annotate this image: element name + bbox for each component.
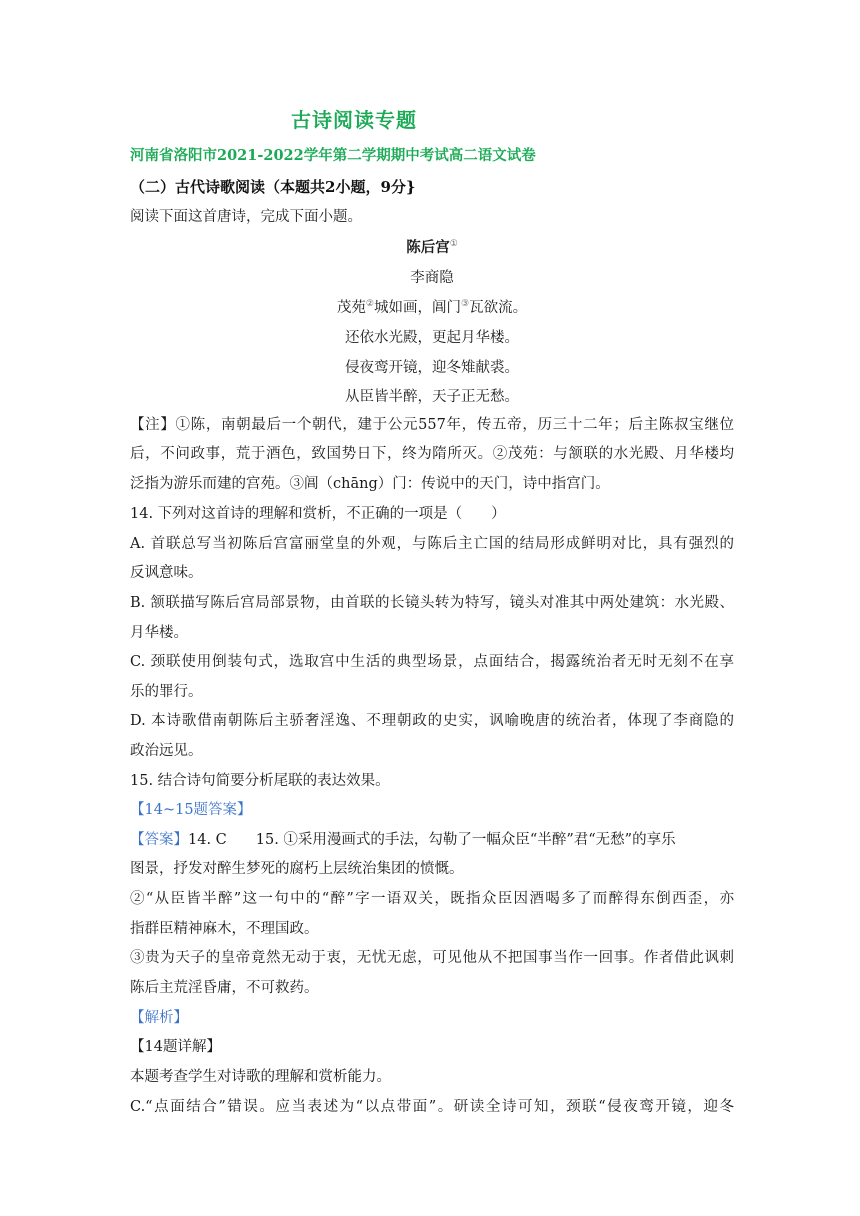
footnote-marker: ① xyxy=(449,239,458,250)
option-a: A. 首联总写当初陈后宫富丽堂皇的外观，与陈后主亡国的结局形成鲜明对比，具有强烈的 xyxy=(130,536,734,552)
option-d: D. 本诗歌借南朝陈后主骄奢淫逸、不理朝政的史实，讽喻晚唐的统治者，体现了李商隐的 xyxy=(130,713,734,729)
answer-label: 【答案】 xyxy=(130,832,188,848)
footnote-marker: ② xyxy=(365,299,374,310)
question-14-stem: 14. 下列对这首诗的理解和赏析，不正确的一项是（ ） xyxy=(130,506,506,522)
detail-text: C.“点面结合”错误。应当表述为“以点带面”。研读全诗可知，颈联“侵夜鸾开镜，迎冬 xyxy=(130,1099,734,1115)
exam-source: 河南省洛阳市2021-2022学年第二学期期中考试高二语文试卷 xyxy=(130,147,536,164)
answer-line: 图景，抒发对醉生梦死的腐朽上层统治集团的愤慨。 xyxy=(130,861,464,877)
poem-text: 茂苑 xyxy=(336,300,366,316)
poem-title: 陈后宫 xyxy=(406,239,450,256)
answer-line xyxy=(130,830,734,850)
doc-title: 古诗阅读专题 xyxy=(291,108,417,132)
option-c-cont: 乐的罪行。 xyxy=(130,684,203,700)
note-line: 【注】①陈，南朝最后一个朝代，建于公元557年，传五帝，历三十二年；后主陈叔宝继位 xyxy=(130,417,734,433)
detail-heading: 【14题详解】 xyxy=(130,1039,221,1055)
poem-line-3: 侵夜鸾开镜，迎冬雉献裘。 xyxy=(345,360,519,376)
option-d-cont: 政治远见。 xyxy=(130,743,203,759)
answer-line: ③贵为天子的皇帝竟然无动于衷，无忧无虑，可见他从不把国事当作一回事。作者借此讽刺 xyxy=(130,950,734,966)
answer-line: ②“从臣皆半醉”这一句中的“醉”字一语双关，既指众臣因酒喝多了而醉得东倒西歪，亦 xyxy=(130,891,734,907)
poem-title-row xyxy=(130,236,734,257)
poem-line-4: 从臣皆半醉，天子正无愁。 xyxy=(345,389,519,405)
footnote-marker: ③ xyxy=(461,299,470,310)
section-heading: （二）古代诗歌阅读（本题共2小题，9分} xyxy=(130,178,416,196)
poem-author: 李商隐 xyxy=(410,270,454,286)
poem-text: 城如画，阊门 xyxy=(374,300,461,316)
option-b: B. 颔联描写陈后宫局部景物，由首联的长镜头转为特写，镜头对准其中两处建筑：水光殿、 xyxy=(130,595,734,611)
question-15-stem: 15. 结合诗句简要分析尾联的表达效果。 xyxy=(130,773,390,789)
poem-text: 瓦欲流。 xyxy=(469,300,528,316)
option-a-cont: 反讽意味。 xyxy=(130,565,203,581)
option-b-cont: 月华楼。 xyxy=(130,625,188,641)
poem-line-1 xyxy=(130,296,734,317)
option-c: C. 颈联使用倒装句式，选取宫中生活的典型场景，点面结合，揭露统治者无时无刻不在享 xyxy=(130,654,734,670)
answer-line: 陈后主荒淫昏庸，不可救药。 xyxy=(130,980,319,996)
note-line: 后，不问政事，荒于酒色，致国势日下，终为隋所灭。②茂苑：与颔联的水光殿、月华楼均 xyxy=(130,446,734,462)
poem-line-2: 还依水光殿，更起月华楼。 xyxy=(345,330,519,346)
analysis-heading: 【解析】 xyxy=(130,1010,188,1026)
detail-text: 本题考查学生对诗歌的理解和赏析能力。 xyxy=(130,1069,391,1085)
answer-text: 14. C 15. ①采用漫画式的手法，勾勒了一幅众臣“半醉”君“无愁”的享乐 xyxy=(188,832,676,848)
answer-heading: 【14~15题答案】 xyxy=(130,802,252,818)
answer-line: 指群臣精神麻木，不理国政。 xyxy=(130,921,319,937)
intro-text: 阅读下面这首唐诗，完成下面小题。 xyxy=(130,209,362,225)
note-line: 泛指为游乐而建的宫苑。③阊（chāng）门：传说中的天门，诗中指宫门。 xyxy=(130,476,610,492)
